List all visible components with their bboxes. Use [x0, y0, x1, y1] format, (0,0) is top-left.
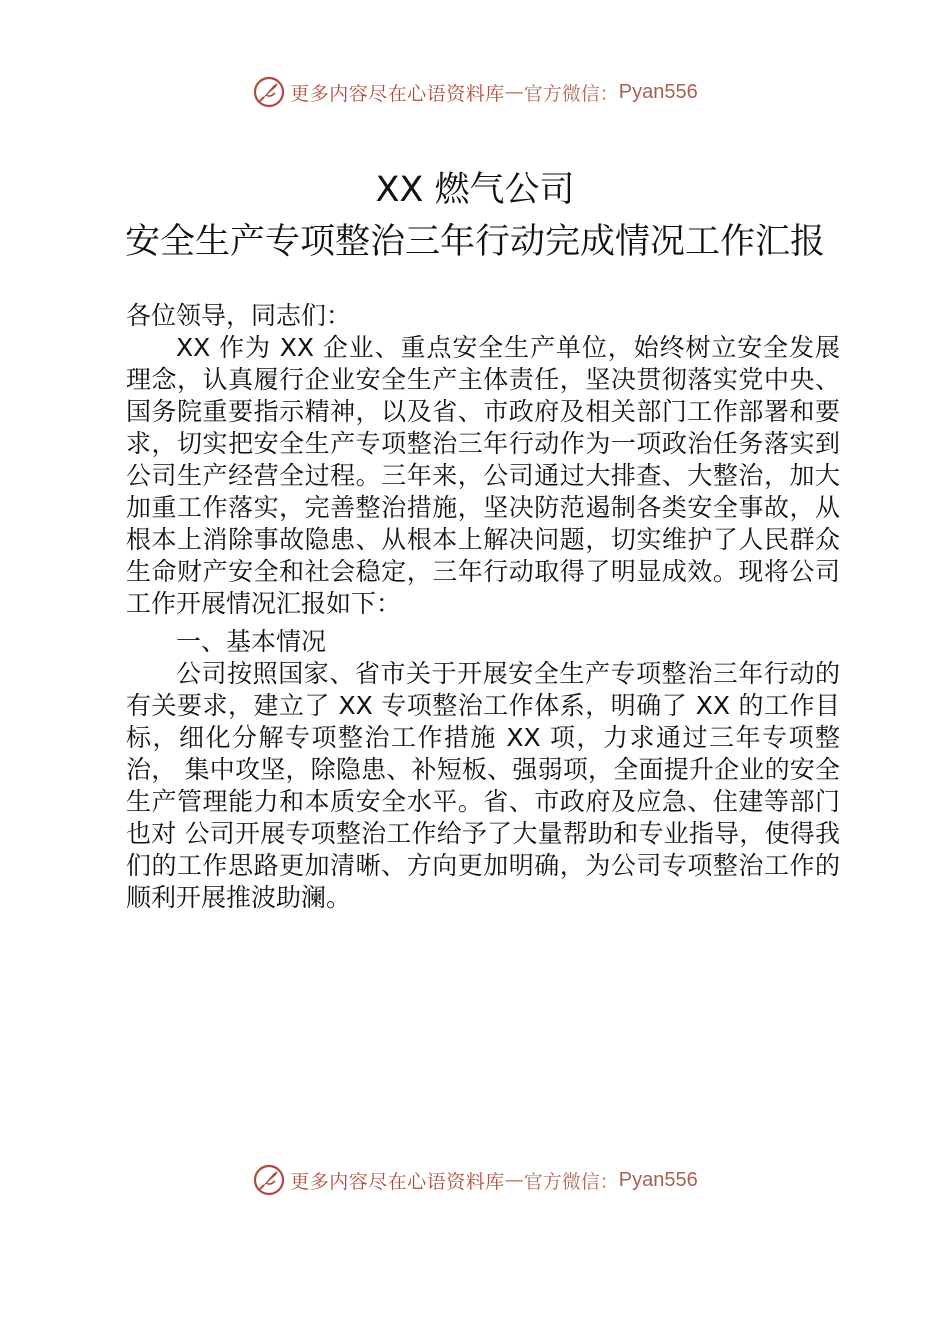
watermark-account: Pyan556	[618, 80, 698, 103]
footer-watermark	[0, 1160, 950, 1200]
document-title	[0, 164, 950, 268]
section-heading-basic-situation: 一、基本情况	[176, 627, 327, 656]
quill-pen-logo-icon	[252, 1163, 286, 1197]
paragraph-intro: XX 作为 XX 企业、重点安全生产单位，始终树立安全发展理念，认真履行企业安全生产主体责任，坚决贯彻落实党中央、国务院重要指示精神，以及省、市政府及相关部门工作部署和要求，切实把安全生产专项整治三年行动作为一项政治任务落实到公司生产经营全过程。三年来，公司通过大排查、大整治，加大加重工作落实，完善整治措施，坚决防范遏制各类安全事故，从根本上消除事故隐患、从根本上解决问题，切实维护了人民群众生命财产安全和社会稳定，三年行动取得了明显成效。现将公司工作开展情况汇报如下：	[126, 333, 840, 618]
document-body	[126, 300, 840, 914]
title-line-report: 安全生产专项整治三年行动完成情况工作汇报	[124, 222, 825, 262]
watermark-wechat-label: 官方微信：	[523, 1170, 619, 1193]
watermark-brand-text: 更多内容尽在心语资料库	[290, 1170, 505, 1193]
title-line-company: XX 燃气公司	[375, 170, 575, 210]
paragraph-basic-situation: 公司按照国家、省市关于开展安全生产专项整治三年行动的有关要求，建立了 XX 专项整治工作体系，明确了 XX 的工作目标，细化分解专项整治工作措施 XX 项，力求通过三年专项整治， 集中攻坚，除隐患、补短板、强弱项，全面提升企业的安全生产管理能力和本质安全水平。省、市政府及应急、住建等部门也对 公司开展专项整治工作给予了大量帮助和专业指导，使得我们的工作思路更加清晰、方向更加明确，为公司专项整治工作的顺利开展推波助澜。	[126, 659, 840, 912]
header-watermark	[0, 72, 950, 112]
watermark-separator: —	[504, 1169, 524, 1191]
quill-pen-logo-icon	[252, 75, 286, 109]
salutation: 各位领导，同志们：	[126, 301, 352, 330]
watermark-account: Pyan556	[618, 1168, 698, 1191]
watermark-wechat-label: 官方微信：	[523, 82, 619, 105]
watermark-brand-text: 更多内容尽在心语资料库	[290, 82, 505, 105]
watermark-separator: —	[504, 81, 524, 103]
